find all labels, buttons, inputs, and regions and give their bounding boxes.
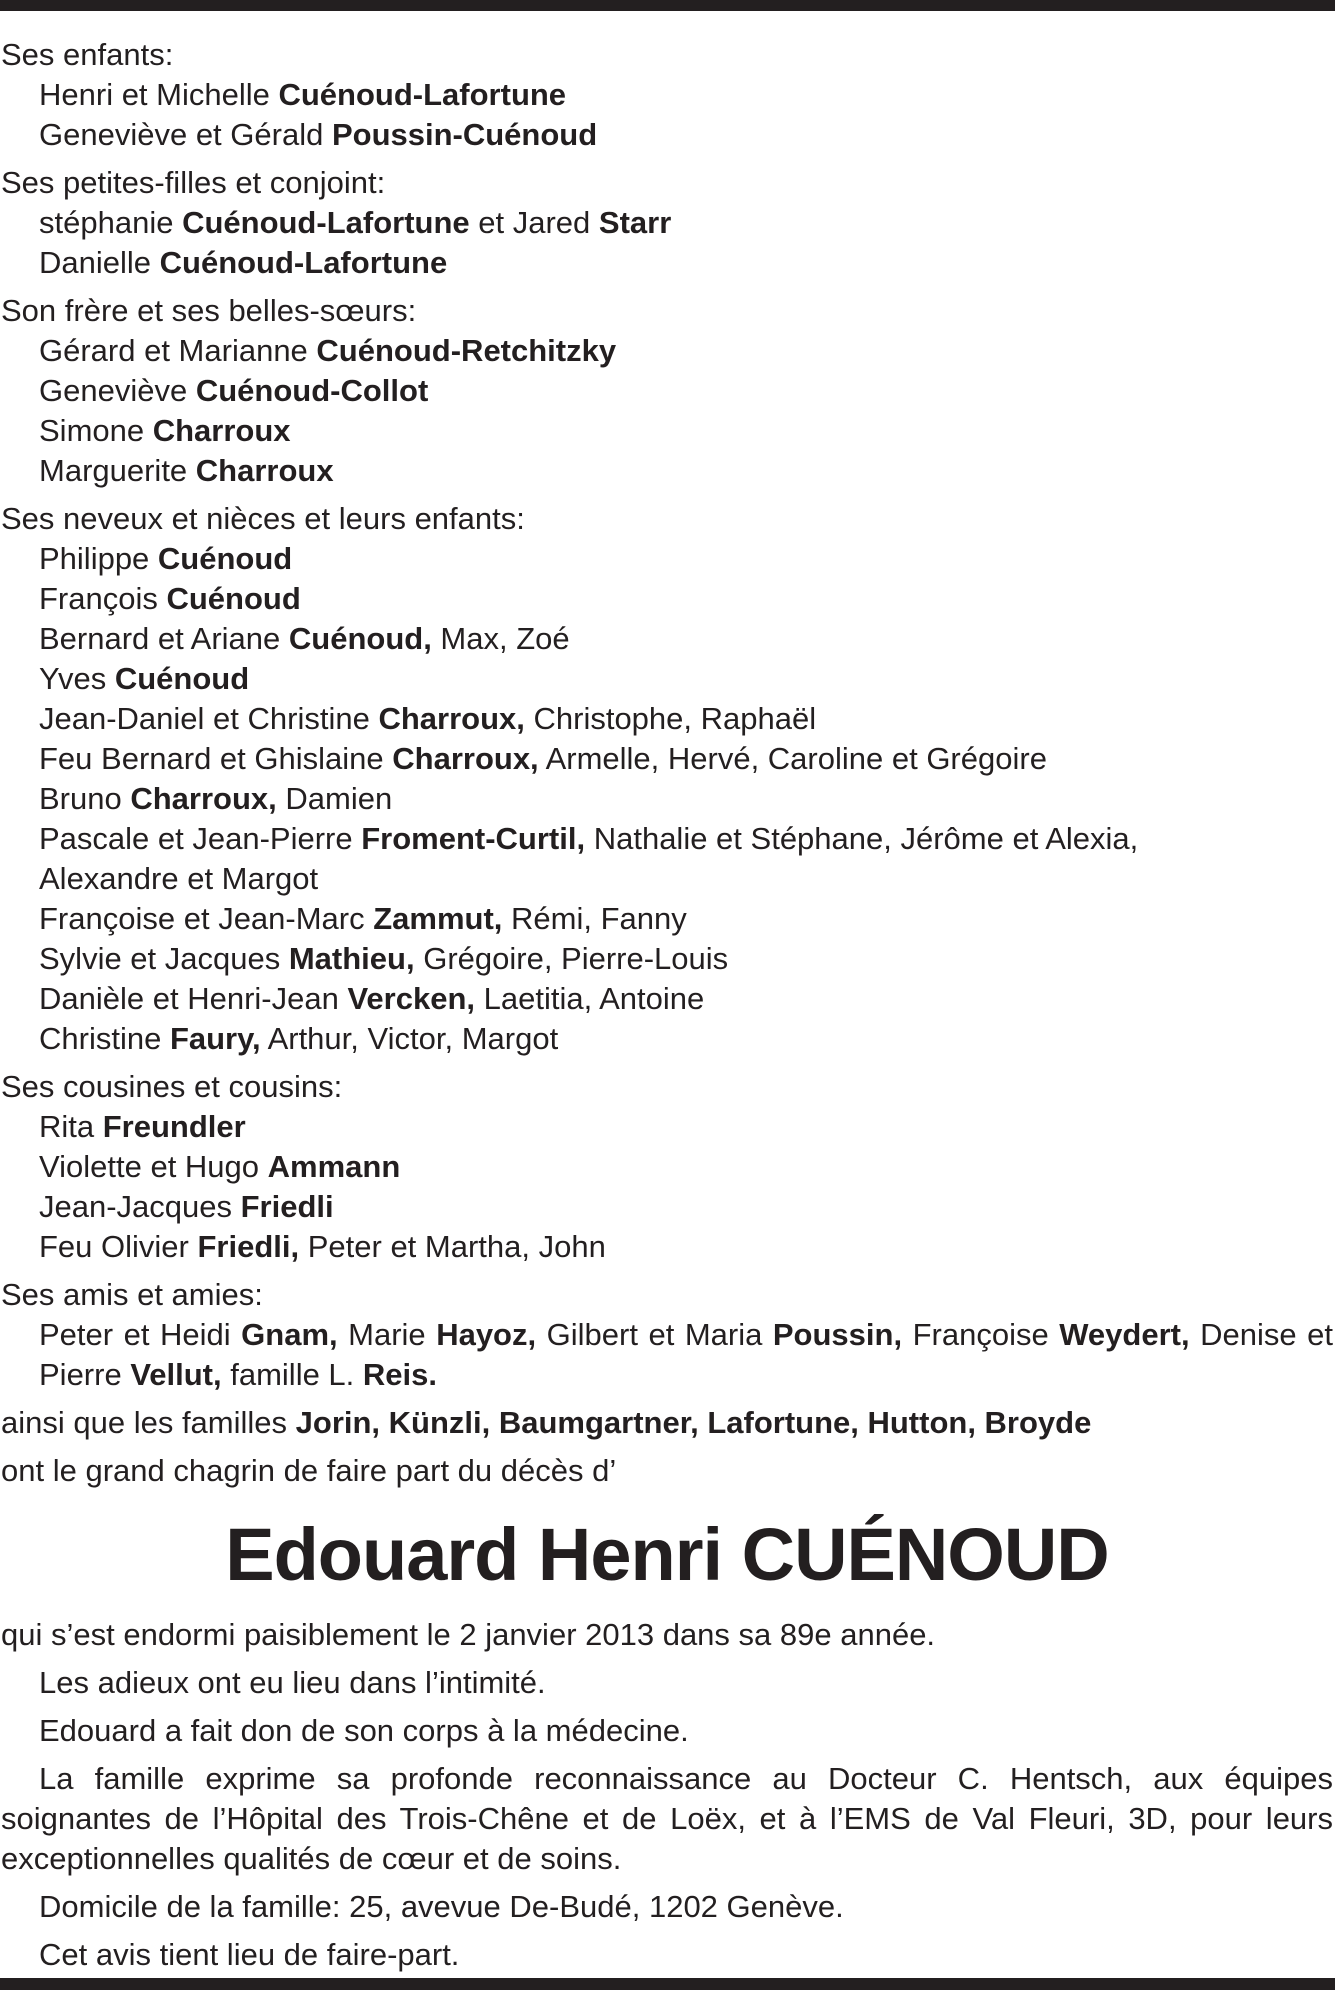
family-names: Jorin, Künzli, Baumgartner, Lafortune, Hutton, Broyde xyxy=(295,1405,1092,1440)
family-entry xyxy=(1,1147,1333,1187)
given-names: Marie xyxy=(337,1317,437,1352)
family-entry xyxy=(1,779,1333,819)
given-names: Jean-Daniel et Christine xyxy=(39,701,379,736)
given-names: Alexandre et Margot xyxy=(39,861,319,896)
surname: Charroux, xyxy=(130,781,277,816)
surname: Weydert, xyxy=(1059,1317,1190,1352)
surname: Cuénoud-Lafortune xyxy=(159,245,448,280)
given-names: Peter et Martha, John xyxy=(299,1229,606,1264)
given-names: Christophe, Raphaël xyxy=(524,701,817,736)
given-names: Yves xyxy=(39,661,115,696)
family-entry xyxy=(1,979,1333,1019)
given-names: Peter et Heidi xyxy=(39,1317,242,1352)
deceased-name: Edouard Henri CUÉNOUD xyxy=(225,1513,1109,1596)
given-names: Pascale et Jean-Pierre xyxy=(39,821,362,856)
surname: Froment-Curtil, xyxy=(361,821,586,856)
group-label: Ses amis et amies: xyxy=(1,1277,263,1312)
given-names: Geneviève et Gérald xyxy=(39,117,332,152)
surname: Charroux, xyxy=(392,741,539,776)
given-names: Marguerite xyxy=(39,453,196,488)
surname: Hayoz, xyxy=(436,1317,537,1352)
given-names: Simone xyxy=(39,413,153,448)
surname: Vellut, xyxy=(130,1357,222,1392)
given-names: Jean-Jacques xyxy=(39,1189,241,1224)
family-group xyxy=(1,163,1333,283)
family-entry xyxy=(1,1187,1333,1227)
family-entry xyxy=(1,739,1333,779)
surname: Charroux xyxy=(152,413,291,448)
given-names: Bruno xyxy=(39,781,131,816)
given-names: Philippe xyxy=(39,541,158,576)
family-entry xyxy=(1,699,1333,739)
families-intro: ainsi que les familles xyxy=(1,1405,296,1440)
given-names: Nathalie et Stéphane, Jérôme et Alexia, xyxy=(585,821,1139,856)
given-names: Laetitia, Antoine xyxy=(475,981,705,1016)
family-entry xyxy=(1,75,1333,115)
given-names: Feu Olivier xyxy=(39,1229,198,1264)
given-names: et Jared xyxy=(469,205,599,240)
family-entry xyxy=(1,371,1333,411)
group-label: Son frère et ses belles-sœurs: xyxy=(1,293,417,328)
given-names: stéphanie xyxy=(39,205,183,240)
family-entry xyxy=(1,659,1333,699)
given-names: François xyxy=(39,581,167,616)
given-names: Françoise et Jean-Marc xyxy=(39,901,374,936)
surname: Gnam, xyxy=(241,1317,338,1352)
obituary-notice xyxy=(1,35,1333,1975)
surname: Ammann xyxy=(267,1149,401,1184)
family-entry xyxy=(1,115,1333,155)
surname: Cuénoud xyxy=(157,541,293,576)
given-names: Geneviève xyxy=(39,373,196,408)
family-entry xyxy=(1,899,1333,939)
given-names: Gérard et Marianne xyxy=(39,333,317,368)
surname: Starr xyxy=(598,205,672,240)
surname: Charroux, xyxy=(378,701,525,736)
given-names: Armelle, Hervé, Caroline et Grégoire xyxy=(538,741,1047,776)
family-entry xyxy=(1,1315,1333,1395)
group-label: Ses enfants: xyxy=(1,37,174,72)
given-names: Henri et Michelle xyxy=(39,77,279,112)
surname: Friedli, xyxy=(197,1229,300,1264)
given-names: Arthur, Victor, Margot xyxy=(260,1021,559,1056)
surname: Cuénoud xyxy=(166,581,301,616)
bottom-rule xyxy=(0,1978,1335,1990)
given-names: Danièle et Henri-Jean xyxy=(39,981,348,1016)
family-entry xyxy=(1,939,1333,979)
surname: Reis. xyxy=(362,1357,438,1392)
family-group xyxy=(1,1275,1333,1395)
group-label: Ses petites-filles et conjoint: xyxy=(1,165,386,200)
announce-line: ont le grand chagrin de faire part du décès d’ xyxy=(1,1453,617,1488)
family-entry xyxy=(1,243,1333,283)
paragraph-donation: Edouard a fait don de son corps à la médecine. xyxy=(39,1713,689,1748)
given-names: Max, Zoé xyxy=(431,621,570,656)
family-groups xyxy=(1,35,1333,1395)
family-entry xyxy=(1,1107,1333,1147)
given-names: Françoise xyxy=(902,1317,1060,1352)
surname: Charroux xyxy=(195,453,334,488)
surname: Zammut, xyxy=(373,901,503,936)
family-group xyxy=(1,35,1333,155)
family-group xyxy=(1,499,1333,1059)
given-names: Denise et Pierre xyxy=(39,1317,1333,1392)
surname: Cuénoud-Lafortune xyxy=(182,205,470,240)
family-entry xyxy=(1,1019,1333,1059)
surname: Cuénoud-Lafortune xyxy=(278,77,567,112)
family-entry xyxy=(1,619,1333,659)
given-names: famille L. xyxy=(221,1357,363,1392)
given-names: Danielle xyxy=(39,245,160,280)
family-entry xyxy=(1,819,1333,859)
group-label: Ses neveux et nièces et leurs enfants: xyxy=(1,501,525,536)
surname: Vercken, xyxy=(347,981,475,1016)
surname: Poussin-Cuénoud xyxy=(331,117,598,152)
family-entry xyxy=(1,331,1333,371)
paragraph-domicile: Domicile de la famille: 25, avevue De-Budé, 1202 Genève. xyxy=(39,1889,844,1924)
given-names: Bernard et Ariane xyxy=(39,621,289,656)
family-group xyxy=(1,1067,1333,1267)
group-label: Ses cousines et cousins: xyxy=(1,1069,343,1104)
surname: Cuénoud, xyxy=(288,621,432,656)
family-entry xyxy=(1,1227,1333,1267)
surname: Freundler xyxy=(102,1109,246,1144)
surname: Poussin, xyxy=(772,1317,903,1352)
given-names: Sylvie et Jacques xyxy=(39,941,289,976)
paragraph-gratitude: La famille exprime sa profonde reconnaissance au Docteur C. Hentsch, aux équipes soignantes de l’Hôpital des Trois-Chêne et de Loëx, et à l’EMS de Val Fleuri, 3D, pour leurs exceptionnelles qualités de cœur et de soins. xyxy=(1,1761,1333,1876)
family-entry xyxy=(1,203,1333,243)
paragraph-farewell: Les adieux ont eu lieu dans l’intimité. xyxy=(39,1665,546,1700)
given-names: Grégoire, Pierre-Louis xyxy=(414,941,729,976)
surname: Mathieu, xyxy=(288,941,415,976)
family-entry xyxy=(1,411,1333,451)
given-names: Damien xyxy=(276,781,393,816)
given-names: Christine xyxy=(39,1021,170,1056)
given-names: Feu Bernard et Ghislaine xyxy=(39,741,393,776)
families-line xyxy=(1,1403,1333,1443)
family-entry xyxy=(1,451,1333,491)
surname: Cuénoud xyxy=(114,661,250,696)
given-names: Gilbert et Maria xyxy=(536,1317,773,1352)
surname: Faury, xyxy=(169,1021,261,1056)
top-rule xyxy=(0,0,1335,11)
family-entry xyxy=(1,579,1333,619)
given-names: Rita xyxy=(39,1109,103,1144)
given-names: Violette et Hugo xyxy=(39,1149,268,1184)
paragraph-notice: Cet avis tient lieu de faire-part. xyxy=(39,1937,460,1972)
surname: Cuénoud-Retchitzky xyxy=(316,333,617,368)
surname: Friedli xyxy=(240,1189,334,1224)
surname: Cuénoud-Collot xyxy=(195,373,429,408)
family-entry xyxy=(1,859,1333,899)
given-names: Rémi, Fanny xyxy=(502,901,687,936)
paragraph-passing: qui s’est endormi paisiblement le 2 janvier 2013 dans sa 89e année. xyxy=(1,1617,936,1652)
family-group xyxy=(1,291,1333,491)
family-entry xyxy=(1,539,1333,579)
